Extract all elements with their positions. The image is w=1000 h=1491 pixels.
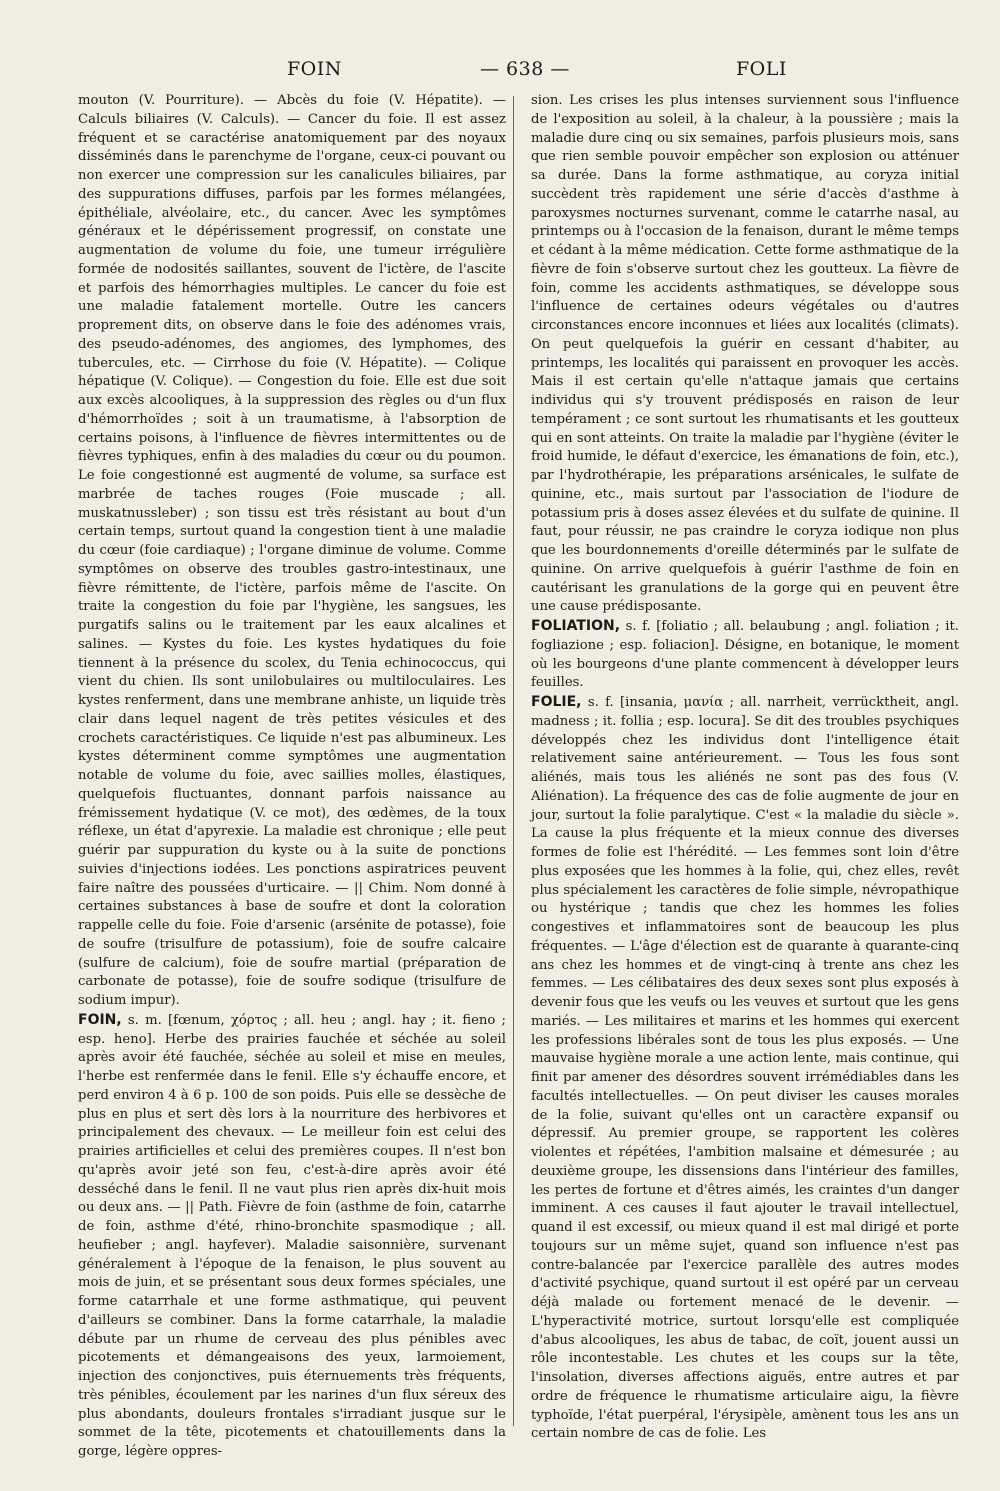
entry-foie-continued <box>78 92 506 1011</box>
entry-text: sion. Les crises les plus intenses surviennent sous l'influence de l'exposition au soleil, à la chaleur, à la poussière ; mais la maladie dure cinq ou six semaines, parfois plusieurs mois, sans que rien semble pouvoir empêcher son explosion ou atténuer sa durée. Dans la forme asthmatique, au coryza initial succèdent très rapidement une série d'accès d'asthme à paroxysmes nocturnes survenant, comme le catarrhe nasal, au printemps ou à l'occasion de la fenaison, durant le même temps et cédant à la même médication. Cette forme asthmatique de la fièvre de foin s'observe surtout chez les goutteux. La fièvre de foin, comme les accidents asthmatiques, se développe sous l'influence de certaines odeurs végétales ou d'autres circonstances encore inconnues et liées aux localités (climats). On peut quelquefois la guérir en cessant d'habiter, au printemps, les localités qui paraissent en provoquer les accès. Mais il est certain qu'elle n'attaque jamais que certains individus qui s'y trouvent prédisposés en raison de leur tempérament ; ce sont surtout les rhumatisants et les goutteux qui en sont atteints. On traite la maladie par l'hygiène (éviter le froid humide, le défaut d'exercice, les émanations de foin, etc.), par l'hydrothérapie, les préparations arsénicales, le sulfate de quinine, etc., mais surtout par l'association de l'iodure de potassium pris à doses assez élevées et du sulfate de quinine. Il faut, pour réussir, ne pas craindre le coryza iodique non plus que les bourdonnements d'oreille déterminés par le sulfate de quinine. On arrive quelquefois à guérir l'asthme de foin en cautérisant les granulations de la gorge qui en peuvent être une cause prédisposante. <box>531 93 959 615</box>
headword: FOLIE, <box>531 694 582 710</box>
entry-foin-continued <box>531 92 959 617</box>
headword: FOIN, <box>78 1011 122 1028</box>
entry-foliation <box>531 617 959 693</box>
left-column <box>78 92 506 1462</box>
right-column <box>531 92 959 1444</box>
running-head-left: FOIN <box>287 58 342 80</box>
running-head-right: FOLI <box>736 58 787 80</box>
entry-folie <box>531 693 959 1444</box>
entry-text: s. m. [fœnum, χόρτος ; all. heu ; angl. hay ; it. fieno ; esp. heno]. Herbe des prairies fauchée et séchée au soleil après avoir été fauchée, séchée au soleil et mise en meules, l'herbe est renfermée dans le fenil. Elle s'y échauffe encore, et perd environ 4 à 6 p. 100 de son poids. Puis elle se dessèche de plus en plus et sert dès lors à la nourriture des herbivores et principalement des chevaux. — Le meilleur foin est celui des prairies artificielles et celui des premières coupes. Il n'est bon qu'après avoir jeté son feu, c'est-à-dire après avoir été desséché dans le fenil. Il ne vaut plus rien après dix-huit mois ou deux ans. — || Path. Fièvre de foin (asthme de foin, catarrhe de foin, asthme d'été, rhino-bronchite spasmodique ; all. heufieber ; angl. hayfever). Maladie saisonnière, survenant généralement à l'époque de la fenaison, le plus souvent au mois de juin, et se présentant sous deux formes spéciales, une forme catarrhale et une forme asthmatique, qui peuvent d'ailleurs se combiner. Dans la forme catarrhale, la maladie débute par un rhume de cerveau des plus pénibles avec picotements et démangeaisons des yeux, larmoiement, injection des conjonctives, puis éternuements très fréquents, très pénibles, écoulement par les narines d'un flux séreux des plus abondants, douleurs frontales s'irradiant jusque sur le sommet de la tête, picotements et chatouillements dans la gorge, légère oppres- <box>78 1012 506 1459</box>
entry-foin <box>78 1011 506 1462</box>
headword: FOLIATION, <box>531 618 621 634</box>
entry-text: mouton (V. Pourriture). — Abcès du foie (V. Hépatite). — Calculs biliaires (V. Calculs). — Cancer du foie. Il est assez fréquent et se caractérise anatomiquement par des noyaux disséminés dans le parenchyme de l'organe, ceux-ci pouvant ou non exercer une compression sur les canalicules biliaires, par des suppurations diffuses, parfois par les formes mélangées, épithéliale, alvéolaire, etc., du cancer. Avec les symptômes généraux et le dépérissement progressif, on constate une augmentation de volume du foie, une tumeur irrégulière formée de nodosités saillantes, souvent de l'ictère, de l'ascite et parfois des hémorrhagies multiples. Le cancer du foie est une maladie fatalement mortelle. Outre les cancers proprement dits, on observe dans le foie des adénomes vrais, des pseudo-adénomes, des angiomes, des lymphomes, des tubercules, etc. — Cirrhose du foie (V. Hépatite). — Colique hépatique (V. Colique). — Congestion du foie. Elle est due soit aux excès alcooliques, à la suppression des règles ou d'un flux d'hémorrhoïdes ; soit à un traumatisme, à l'absorption de certains poisons, à l'influence de fièvres intermittentes ou de fièvres typhiques, enfin à des maladies du cœur ou du poumon. Le foie congestionné est augmenté de volume, sa surface est marbrée de taches rouges (Foie muscade ; all. muskatnussleber) ; son tissu est très résistant au bout d'un certain temps, surtout quand la congestion tient à une maladie du cœur (foie cardiaque) ; l'organe diminue de volume. Comme symptômes on observe des troubles gastro-intestinaux, une fièvre rémittente, de l'ictère, parfois même de l'ascite. On traite la congestion du foie par l'hygiène, les sangsues, les purgatifs salins ou le traitement par les eaux alcalines et salines. — Kystes du foie. Les kystes hydatiques du foie tiennent à la présence du scolex, du Tenia echinococcus, qui vient du chien. Ils sont unilobulaires ou multiloculaires. Les kystes renferment, dans une membrane anhiste, un liquide très clair dans lequel nagent de très petites vésicules et des crochets caractéristiques. Ce liquide n'est pas albumineux. Les kystes déterminent comme symptômes une augmentation notable de volume du foie, avec saillies molles, élastiques, quelquefois fluctuantes, donnant parfois naissance au frémissement hydatique (V. ce mot), des œdèmes, de la toux réflexe, un état d'apyrexie. La maladie est chronique ; elle peut guérir par suppuration du kyste ou à la suite de ponctions suivies d'injections iodées. Les ponctions aspiratrices peuvent faire naître des poussées d'urticaire. — || Chim. Nom donné à certaines substances à base de soufre et dont la coloration rappelle celle du foie. Foie d'arsenic (arsénite de potasse), foie de soufre (trisulfure de potassium), foie de soufre calcaire (sulfure de calcium), foie de soufre martial (préparation de carbonate de potasse), foie de soufre sodique (trisulfure de sodium impur). <box>78 93 506 1008</box>
column-divider <box>513 96 514 1426</box>
page-number: — 638 — <box>480 58 570 80</box>
entry-text: s. f. [insania, μανία ; all. narrheit, verrücktheit, angl. madness ; it. follia ; esp. locura]. Se dit des troubles psychiques développés chez les individus dont l'intelligence était relativement saine antérieurement. — Tous les fous sont aliénés, mais tous les aliénés ne sont pas des fous (V. Aliénation). La fréquence des cas de folie augmente de jour en jour, surtout la folie paralytique. C'est « la maladie du siècle ». La cause la plus fréquente et la mieux connue des diverses formes de folie est l'hérédité. — Les femmes sont loin d'être plus exposées que les hommes à la folie, qui, chez elles, revêt plus spécialement les caractères de folie simple, névropathique ou hystérique ; tandis que chez les hommes les folies congestives et inflammatoires sont de beaucoup les plus fréquentes. — L'âge d'élection est de quarante à quarante-cinq ans chez les hommes et de vingt-cinq à trente ans chez les femmes. — Les célibataires des deux sexes sont plus exposés à devenir fous que les veufs ou les veuves et surtout que les gens mariés. — Les militaires et marins et les hommes qui exercent les professions libérales sont de tous les plus exposés. — Une mauvaise hygiène morale a une action lente, mais continue, qui finit par amener des désordres souvent irrémédiables dans les facultés intellectuelles. — On peut diviser les causes morales de la folie, suivant qu'elles ont un caractère expansif ou dépressif. Au premier groupe, se rapportent les colères violentes et répétées, l'ambition malsaine et démesurée ; au deuxième groupe, les dissensions dans l'intérieur des familles, les pertes de fortune et d'êtres aimés, les craintes d'un danger imminent. A ces causes il faut ajouter le travail intellectuel, quand il est excessif, ou mieux quand il est mal dirigé et porte toujours sur un même sujet, quand son influence n'est pas contre-balancée par l'exercice parallèle des autres modes d'activité psychique, quand surtout il est opéré par un cerveau déjà malade ou fortement menacé de le devenir. — L'hyperactivité motrice, surtout lorsqu'elle est compliquée d'abus alcooliques, les abus de tabac, de coït, jouent aussi un rôle incontestable. Les chutes et les coups sur la tête, l'insolation, diverses affections aiguës, entre autres et par ordre de fréquence le rhumatisme articulaire aigu, la fièvre typhoïde, l'état puerpéral, l'érysipèle, amènent tous les ans un certain nombre de cas de folie. Les <box>531 695 959 1442</box>
entry-text: s. f. [foliatio ; all. belaubung ; angl. foliation ; it. fogliazione ; esp. foliacion]. Désigne, en botanique, le moment où les bourgeons d'une plante commencent à développer leurs feuilles. <box>531 619 959 691</box>
